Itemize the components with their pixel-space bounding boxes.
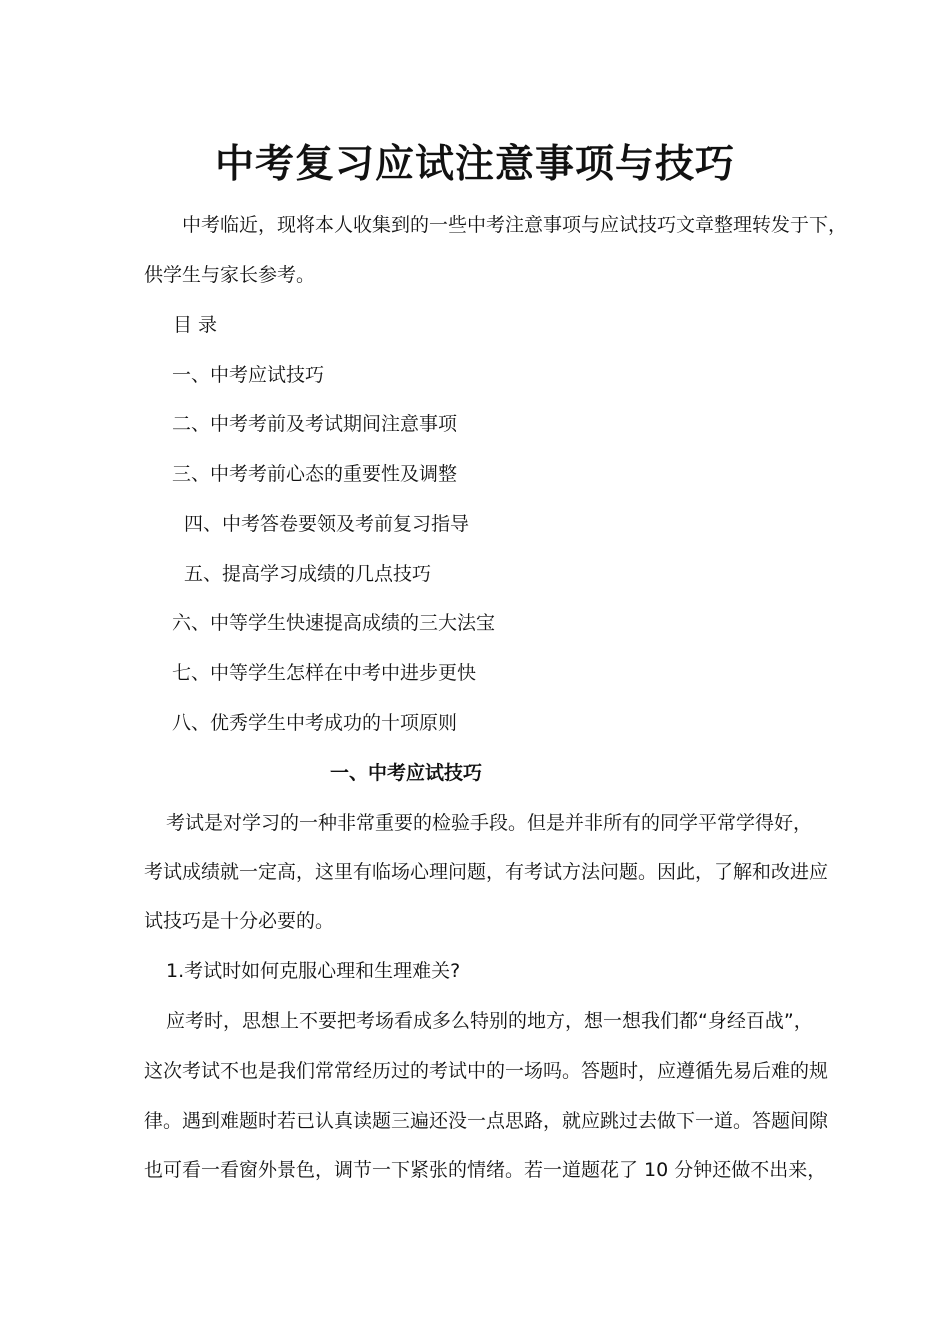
toc-item-8: 八、优秀学生中考成功的十项原则	[172, 712, 458, 734]
toc-item-5: 五、提高学习成绩的几点技巧	[184, 563, 432, 585]
toc-heading: 目 录	[173, 314, 218, 336]
document-title: 中考复习应试注意事项与技巧	[214, 142, 735, 187]
toc-item-7: 七、中等学生怎样在中考中进步更快	[172, 662, 477, 684]
section-1-heading: 一、中考应试技巧	[330, 762, 483, 784]
section-1-paragraph-2-line-4: 也可看一看窗外景色，调节一下紧张的情绪。若一道题花了 10 分钟还做不出来，	[144, 1159, 827, 1181]
section-1-paragraph-1-line-3: 试技巧是十分必要的。	[144, 910, 335, 932]
intro-line-2: 供学生与家长参考。	[144, 264, 316, 286]
section-1-paragraph-2-line-3: 律。遇到难题时若已认真读题三遍还没一点思路，就应跳过去做下一道。答题间隙	[144, 1110, 829, 1132]
section-1-paragraph-2-line-1: 应考时，思想上不要把考场看成多么特别的地方，想一想我们都“身经百战”，	[166, 1010, 813, 1032]
section-1-paragraph-1-line-2: 考试成绩就一定高，这里有临场心理问题，有考试方法问题。因此，了解和改进应	[144, 861, 829, 883]
section-1-paragraph-2-line-2: 这次考试不也是我们常常经历过的考试中的一场吗。答题时，应遵循先易后难的规	[144, 1060, 829, 1082]
toc-item-6: 六、中等学生快速提高成绩的三大法宝	[172, 612, 496, 634]
intro-line-1: 中考临近，现将本人收集到的一些中考注意事项与应试技巧文章整理转发于下，	[182, 214, 848, 236]
toc-item-4: 四、中考答卷要领及考前复习指导	[184, 513, 470, 535]
section-1-paragraph-1-line-1: 考试是对学习的一种非常重要的检验手段。但是并非所有的同学平常学得好，	[166, 812, 813, 834]
toc-item-2: 二、中考考前及考试期间注意事项	[172, 413, 458, 435]
toc-item-3: 三、中考考前心态的重要性及调整	[172, 463, 458, 485]
toc-item-1: 一、中考应试技巧	[172, 364, 325, 386]
question-1: 1.考试时如何克服心理和生理难关?	[166, 960, 461, 982]
